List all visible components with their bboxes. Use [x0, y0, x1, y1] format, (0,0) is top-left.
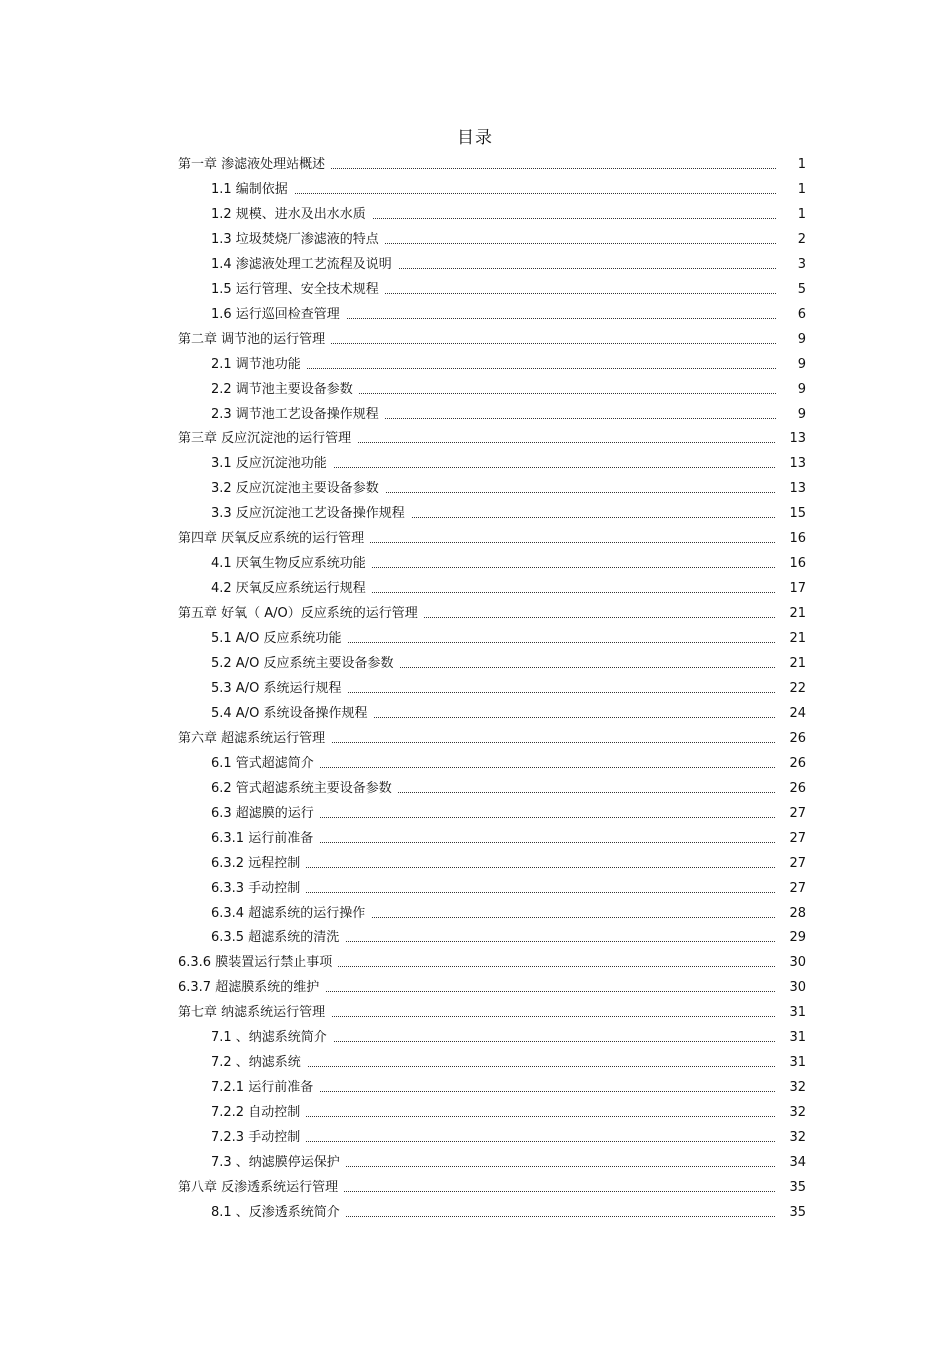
toc-entry[interactable] [0, 701, 950, 726]
toc-entry-page: 27 [776, 851, 806, 876]
toc-entry-page: 34 [776, 1150, 806, 1175]
toc-entry[interactable] [0, 776, 950, 801]
toc-entry[interactable] [0, 901, 950, 926]
toc-entry-label: 6.3.2 远程控制 [211, 851, 306, 876]
toc-entry-page: 1 [776, 152, 806, 177]
toc-entry-page: 26 [776, 726, 806, 751]
toc-entry[interactable] [0, 402, 950, 427]
toc-entry-label: 2.2 调节池主要设备参数 [211, 377, 359, 402]
toc-entry-page: 22 [776, 676, 806, 701]
toc-entry[interactable] [0, 451, 950, 476]
toc-entry[interactable] [0, 551, 950, 576]
toc-entry-label: 1.2 规模、进水及出水水质 [211, 202, 372, 227]
toc-entry-page: 5 [776, 277, 806, 302]
toc-entry-label: 第八章 反渗透系统运行管理 [178, 1175, 344, 1200]
toc-entry-page: 21 [776, 626, 806, 651]
toc-entry-page: 13 [776, 451, 806, 476]
toc-entry[interactable] [0, 426, 950, 451]
toc-entry-page: 32 [776, 1100, 806, 1125]
toc-entry[interactable] [0, 177, 950, 202]
toc-entry[interactable] [0, 626, 950, 651]
toc-entry[interactable] [0, 227, 950, 252]
toc-entry-label: 1.1 编制依据 [211, 177, 294, 202]
toc-entry-page: 13 [776, 476, 806, 501]
toc-entry-page: 27 [776, 826, 806, 851]
toc-entry[interactable] [0, 726, 950, 751]
toc-entry-page: 2 [776, 227, 806, 252]
toc-entry-page: 9 [776, 402, 806, 427]
toc-entry-label: 第二章 调节池的运行管理 [178, 327, 331, 352]
toc-entry-label: 6.3.1 运行前准备 [211, 826, 319, 851]
toc-entry-label: 第四章 厌氧反应系统的运行管理 [178, 526, 370, 551]
toc-entry[interactable] [0, 152, 950, 177]
toc-entry-label: 5.1 A/O 反应系统功能 [211, 626, 347, 651]
dot-leader [231, 867, 781, 868]
toc-entry-label: 3.2 反应沉淀池主要设备参数 [211, 476, 385, 501]
toc-entry-label: 2.3 调节池工艺设备操作规程 [211, 402, 385, 427]
toc-entry[interactable] [0, 1175, 950, 1200]
toc-entry[interactable] [0, 252, 950, 277]
toc-entry[interactable] [0, 1075, 950, 1100]
toc-entry-page: 32 [776, 1075, 806, 1100]
toc-entry-page: 32 [776, 1125, 806, 1150]
toc-entry[interactable] [0, 826, 950, 851]
toc-entry[interactable] [0, 202, 950, 227]
toc-entry[interactable] [0, 1050, 950, 1075]
toc-entry[interactable] [0, 851, 950, 876]
toc-entry-label: 4.1 厌氧生物反应系统功能 [211, 551, 372, 576]
toc-entry-page: 29 [776, 925, 806, 950]
toc-entry-label: 6.3.5 超滤系统的清洗 [211, 925, 345, 950]
toc-entry-label: 第一章 渗滤液处理站概述 [178, 152, 331, 177]
toc-entry[interactable] [0, 526, 950, 551]
toc-entry-page: 1 [776, 202, 806, 227]
toc-entry-page: 6 [776, 302, 806, 327]
toc-entry[interactable] [0, 676, 950, 701]
toc-entry[interactable] [0, 651, 950, 676]
toc-entry-label: 1.5 运行管理、安全技术规程 [211, 277, 385, 302]
toc-entry-page: 31 [776, 1000, 806, 1025]
toc-entry[interactable] [0, 327, 950, 352]
toc-entry[interactable] [0, 801, 950, 826]
toc-entry-label: 1.3 垃圾焚烧厂渗滤液的特点 [211, 227, 385, 252]
toc-entry-label: 6.2 管式超滤系统主要设备参数 [211, 776, 398, 801]
toc-entry-label: 7.3 、纳滤膜停运保护 [211, 1150, 346, 1175]
toc-entry-label: 3.3 反应沉淀池工艺设备操作规程 [211, 501, 411, 526]
toc-entry[interactable] [0, 925, 950, 950]
toc-entry[interactable] [0, 352, 950, 377]
toc-entry-page: 24 [776, 701, 806, 726]
toc-entry-page: 27 [776, 876, 806, 901]
toc-entry-label: 6.3.7 超滤膜系统的维护 [178, 975, 325, 1000]
toc-entry-label: 7.2.2 自动控制 [211, 1100, 306, 1125]
toc-entry-page: 26 [776, 776, 806, 801]
toc-entry-label: 8.1 、反渗透系统简介 [211, 1200, 346, 1225]
toc-entry-page: 9 [776, 352, 806, 377]
toc-entry[interactable] [0, 1100, 950, 1125]
toc-entry-page: 9 [776, 327, 806, 352]
toc-entry-page: 30 [776, 975, 806, 1000]
toc-entry-page: 35 [776, 1175, 806, 1200]
toc-entry-page: 3 [776, 252, 806, 277]
toc-entry-page: 16 [776, 551, 806, 576]
toc-entry[interactable] [0, 751, 950, 776]
toc-entry-page: 16 [776, 526, 806, 551]
toc-entry[interactable] [0, 1025, 950, 1050]
dot-leader [231, 1141, 781, 1142]
toc-entry[interactable] [0, 277, 950, 302]
dot-leader [231, 1116, 781, 1117]
toc-entry[interactable] [0, 302, 950, 327]
toc-entry[interactable] [0, 1200, 950, 1225]
toc-entry-label: 7.2.1 运行前准备 [211, 1075, 319, 1100]
toc-entry[interactable] [0, 501, 950, 526]
toc-title: 目录 [457, 128, 493, 148]
toc-entry-label: 第七章 纳滤系统运行管理 [178, 1000, 331, 1025]
toc-entry[interactable] [0, 601, 950, 626]
toc-entry-page: 31 [776, 1025, 806, 1050]
toc-entry-page: 21 [776, 651, 806, 676]
toc-entry-label: 7.2 、纳滤系统 [211, 1050, 307, 1075]
toc-entry-label: 第六章 超滤系统运行管理 [178, 726, 331, 751]
toc-entry[interactable] [0, 975, 950, 1000]
toc-entry-page: 1 [776, 177, 806, 202]
toc-entry-page: 27 [776, 801, 806, 826]
toc-entry[interactable] [0, 1000, 950, 1025]
toc-entry-label: 6.3 超滤膜的运行 [211, 801, 320, 826]
dot-leader [231, 1066, 781, 1067]
toc-entry-label: 6.3.4 超滤系统的运行操作 [211, 901, 371, 926]
toc-entry[interactable] [0, 950, 950, 975]
toc-entry-label: 6.3.6 膜装置运行禁止事项 [178, 950, 338, 975]
toc-entry-label: 5.2 A/O 反应系统主要设备参数 [211, 651, 399, 676]
toc-entry-page: 35 [776, 1200, 806, 1225]
toc-entry-label: 5.3 A/O 系统运行规程 [211, 676, 347, 701]
toc-entry-label: 6.1 管式超滤简介 [211, 751, 320, 776]
toc-entry-label: 4.2 厌氧反应系统运行规程 [211, 576, 372, 601]
toc-entry-label: 1.6 运行巡回检查管理 [211, 302, 346, 327]
toc-entry-label: 1.4 渗滤液处理工艺流程及说明 [211, 252, 398, 277]
toc-entry[interactable] [0, 876, 950, 901]
toc-entry-page: 26 [776, 751, 806, 776]
toc-entry[interactable] [0, 1150, 950, 1175]
toc-entry[interactable] [0, 1125, 950, 1150]
toc-entry-label: 6.3.3 手动控制 [211, 876, 306, 901]
toc-entry-page: 17 [776, 576, 806, 601]
toc-entry-page: 13 [776, 426, 806, 451]
toc-entry-label: 3.1 反应沉淀池功能 [211, 451, 333, 476]
toc-entry-page: 30 [776, 950, 806, 975]
toc-entry-label: 5.4 A/O 系统设备操作规程 [211, 701, 373, 726]
toc-entry-page: 31 [776, 1050, 806, 1075]
toc-entry-page: 15 [776, 501, 806, 526]
toc-entry[interactable] [0, 576, 950, 601]
toc-entry-page: 28 [776, 901, 806, 926]
toc-entry-page: 9 [776, 377, 806, 402]
toc-entry-page: 21 [776, 601, 806, 626]
dot-leader [231, 193, 788, 194]
toc-entry-label: 7.2.3 手动控制 [211, 1125, 306, 1150]
dot-leader [231, 368, 788, 369]
toc-entry[interactable] [0, 476, 950, 501]
toc-entry-label: 第五章 好氧（ A/O）反应系统的运行管理 [178, 601, 424, 626]
toc-entry-label: 7.1 、纳滤系统简介 [211, 1025, 333, 1050]
toc-entry-label: 第三章 反应沉淀池的运行管理 [178, 426, 357, 451]
toc-entry-label: 2.1 调节池功能 [211, 352, 307, 377]
dot-leader [231, 892, 781, 893]
toc-entry[interactable] [0, 377, 950, 402]
